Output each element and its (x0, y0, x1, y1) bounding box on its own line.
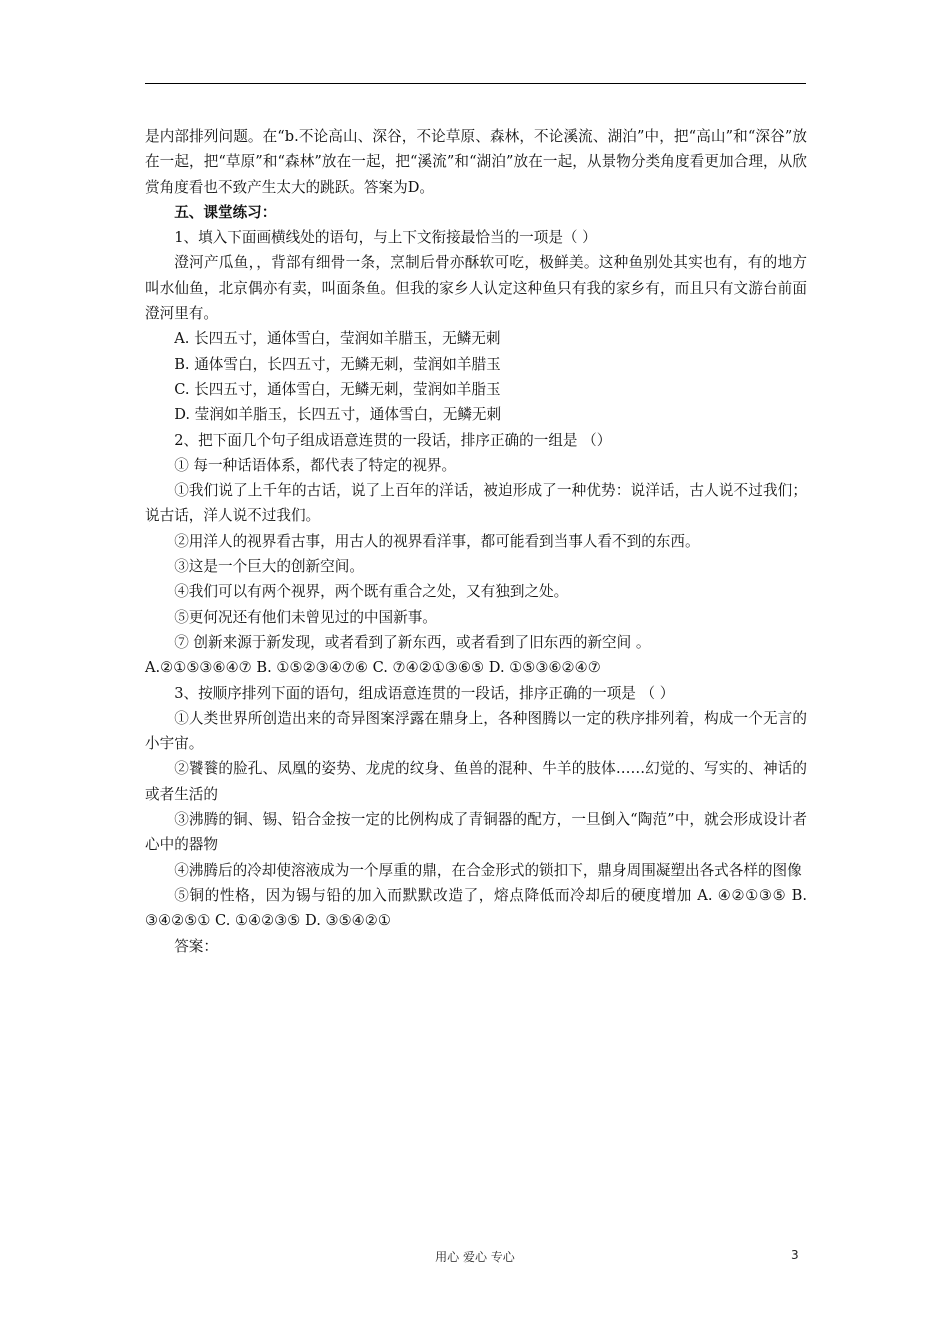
intro-paragraph: 是内部排列问题。在“b.不论高山、深谷，不论草原、森林，不论溪流、湖泊”中，把“高山”和“深谷”放在一起，把“草原”和“森林”放在一起，把“溪流”和“湖泊”放在一起，从景物分类角度看更加合理，从欣赏角度看也不致产生太大的跳跃。答案为D。 (145, 128, 807, 196)
q1-option-a: A. 长四五寸，通体雪白，莹润如羊腊玉，无鳞无刺 (174, 330, 501, 348)
q1-option-b: B. 通体雪白，长四五寸，无鳞无刺，莹润如羊腊玉 (174, 355, 501, 373)
document-body (145, 124, 807, 959)
q1-option-c: C. 长四五寸，通体雪白，无鳞无刺，莹润如羊脂玉 (174, 380, 501, 398)
q2-sentence: ⑤更何况还有他们未曾见过的中国新事。 (174, 608, 437, 626)
q2-sentence: ① 每一种话语体系，都代表了特定的视界。 (174, 456, 457, 474)
footer-slogan: 用心 爱心 专心 (435, 1250, 515, 1264)
q3-sentence-with-options: ⑤铜的性格，因为锡与铅的加入而默默改造了，熔点降低而冷却后的硬度增加 A. ④②①③⑤ B. ③④②⑤① C. ①④②③⑤ D. ③⑤④②① (145, 886, 807, 930)
q2-sentence: ④我们可以有两个视界，两个既有重合之处，又有独到之处。 (174, 583, 569, 601)
q1-stem: 1、填入下面画横线处的语句，与上下文衔接最恰当的一项是（ ） (174, 229, 597, 247)
q2-sentence: ⑦ 创新来源于新发现，或者看到了新东西，或者看到了旧东西的新空间 。 (174, 633, 651, 651)
q3-sentence: ②饕餮的脸孔、凤凰的姿势、龙虎的纹身、鱼兽的混种、牛羊的肢体……幻觉的、写实的、神话的或者生活的 (145, 760, 807, 803)
q3-sentence: ④沸腾后的冷却使溶液成为一个厚重的鼎，在合金形式的锁扣下，鼎身周围凝塑出各式各样的图像 (174, 861, 802, 879)
q3-sentence: ③沸腾的铜、锡、铅合金按一定的比例构成了青铜器的配方，一旦倒入“陶范”中，就会形成设计者心中的器物 (145, 811, 807, 854)
q2-sentence: ③这是一个巨大的创新空间。 (174, 558, 364, 576)
header-rule (145, 83, 806, 84)
section-title: 五、课堂练习： (174, 203, 277, 221)
q2-options: A.②①⑤③⑥④⑦ B. ①⑤②③④⑦⑥ C. ⑦④②①③⑥⑤ D. ①⑤③⑥②④⑦ (145, 659, 601, 677)
q2-sentence: ②用洋人的视界看古事，用古人的视界看洋事，都可能看到当事人看不到的东西。 (174, 532, 700, 550)
q2-sentence: ①我们说了上千年的古话，说了上百年的洋话，被迫形成了一种优势：说洋话，古人说不过我们；说古话，洋人说不过我们。 (145, 482, 807, 525)
page-number: 3 (791, 1248, 799, 1262)
q3-answer-label: 答案： (174, 937, 218, 955)
q1-option-d: D. 莹润如羊脂玉，长四五寸，通体雪白，无鳞无刺 (174, 406, 502, 424)
q2-stem: 2、把下面几个句子组成语意连贯的一段话，排序正确的一组是 （） (174, 431, 612, 449)
q3-stem: 3、按顺序排列下面的语句，组成语意连贯的一段话，排序正确的一项是 （ ） (174, 684, 675, 702)
q1-passage: 澄河产瓜鱼，，背部有细骨一条，烹制后骨亦酥软可吃，极鲜美。这种鱼别处其实也有，有的地方叫水仙鱼，北京偶亦有卖，叫面条鱼。但我的家乡人认定这种鱼只有我的家乡有，而且只有文游台前面澄河里有。 (145, 254, 807, 323)
q3-sentence: ①人类世界所创造出来的奇异图案浮露在鼎身上，各种图腾以一定的秩序排列着，构成一个无言的小宇宙。 (145, 709, 807, 753)
